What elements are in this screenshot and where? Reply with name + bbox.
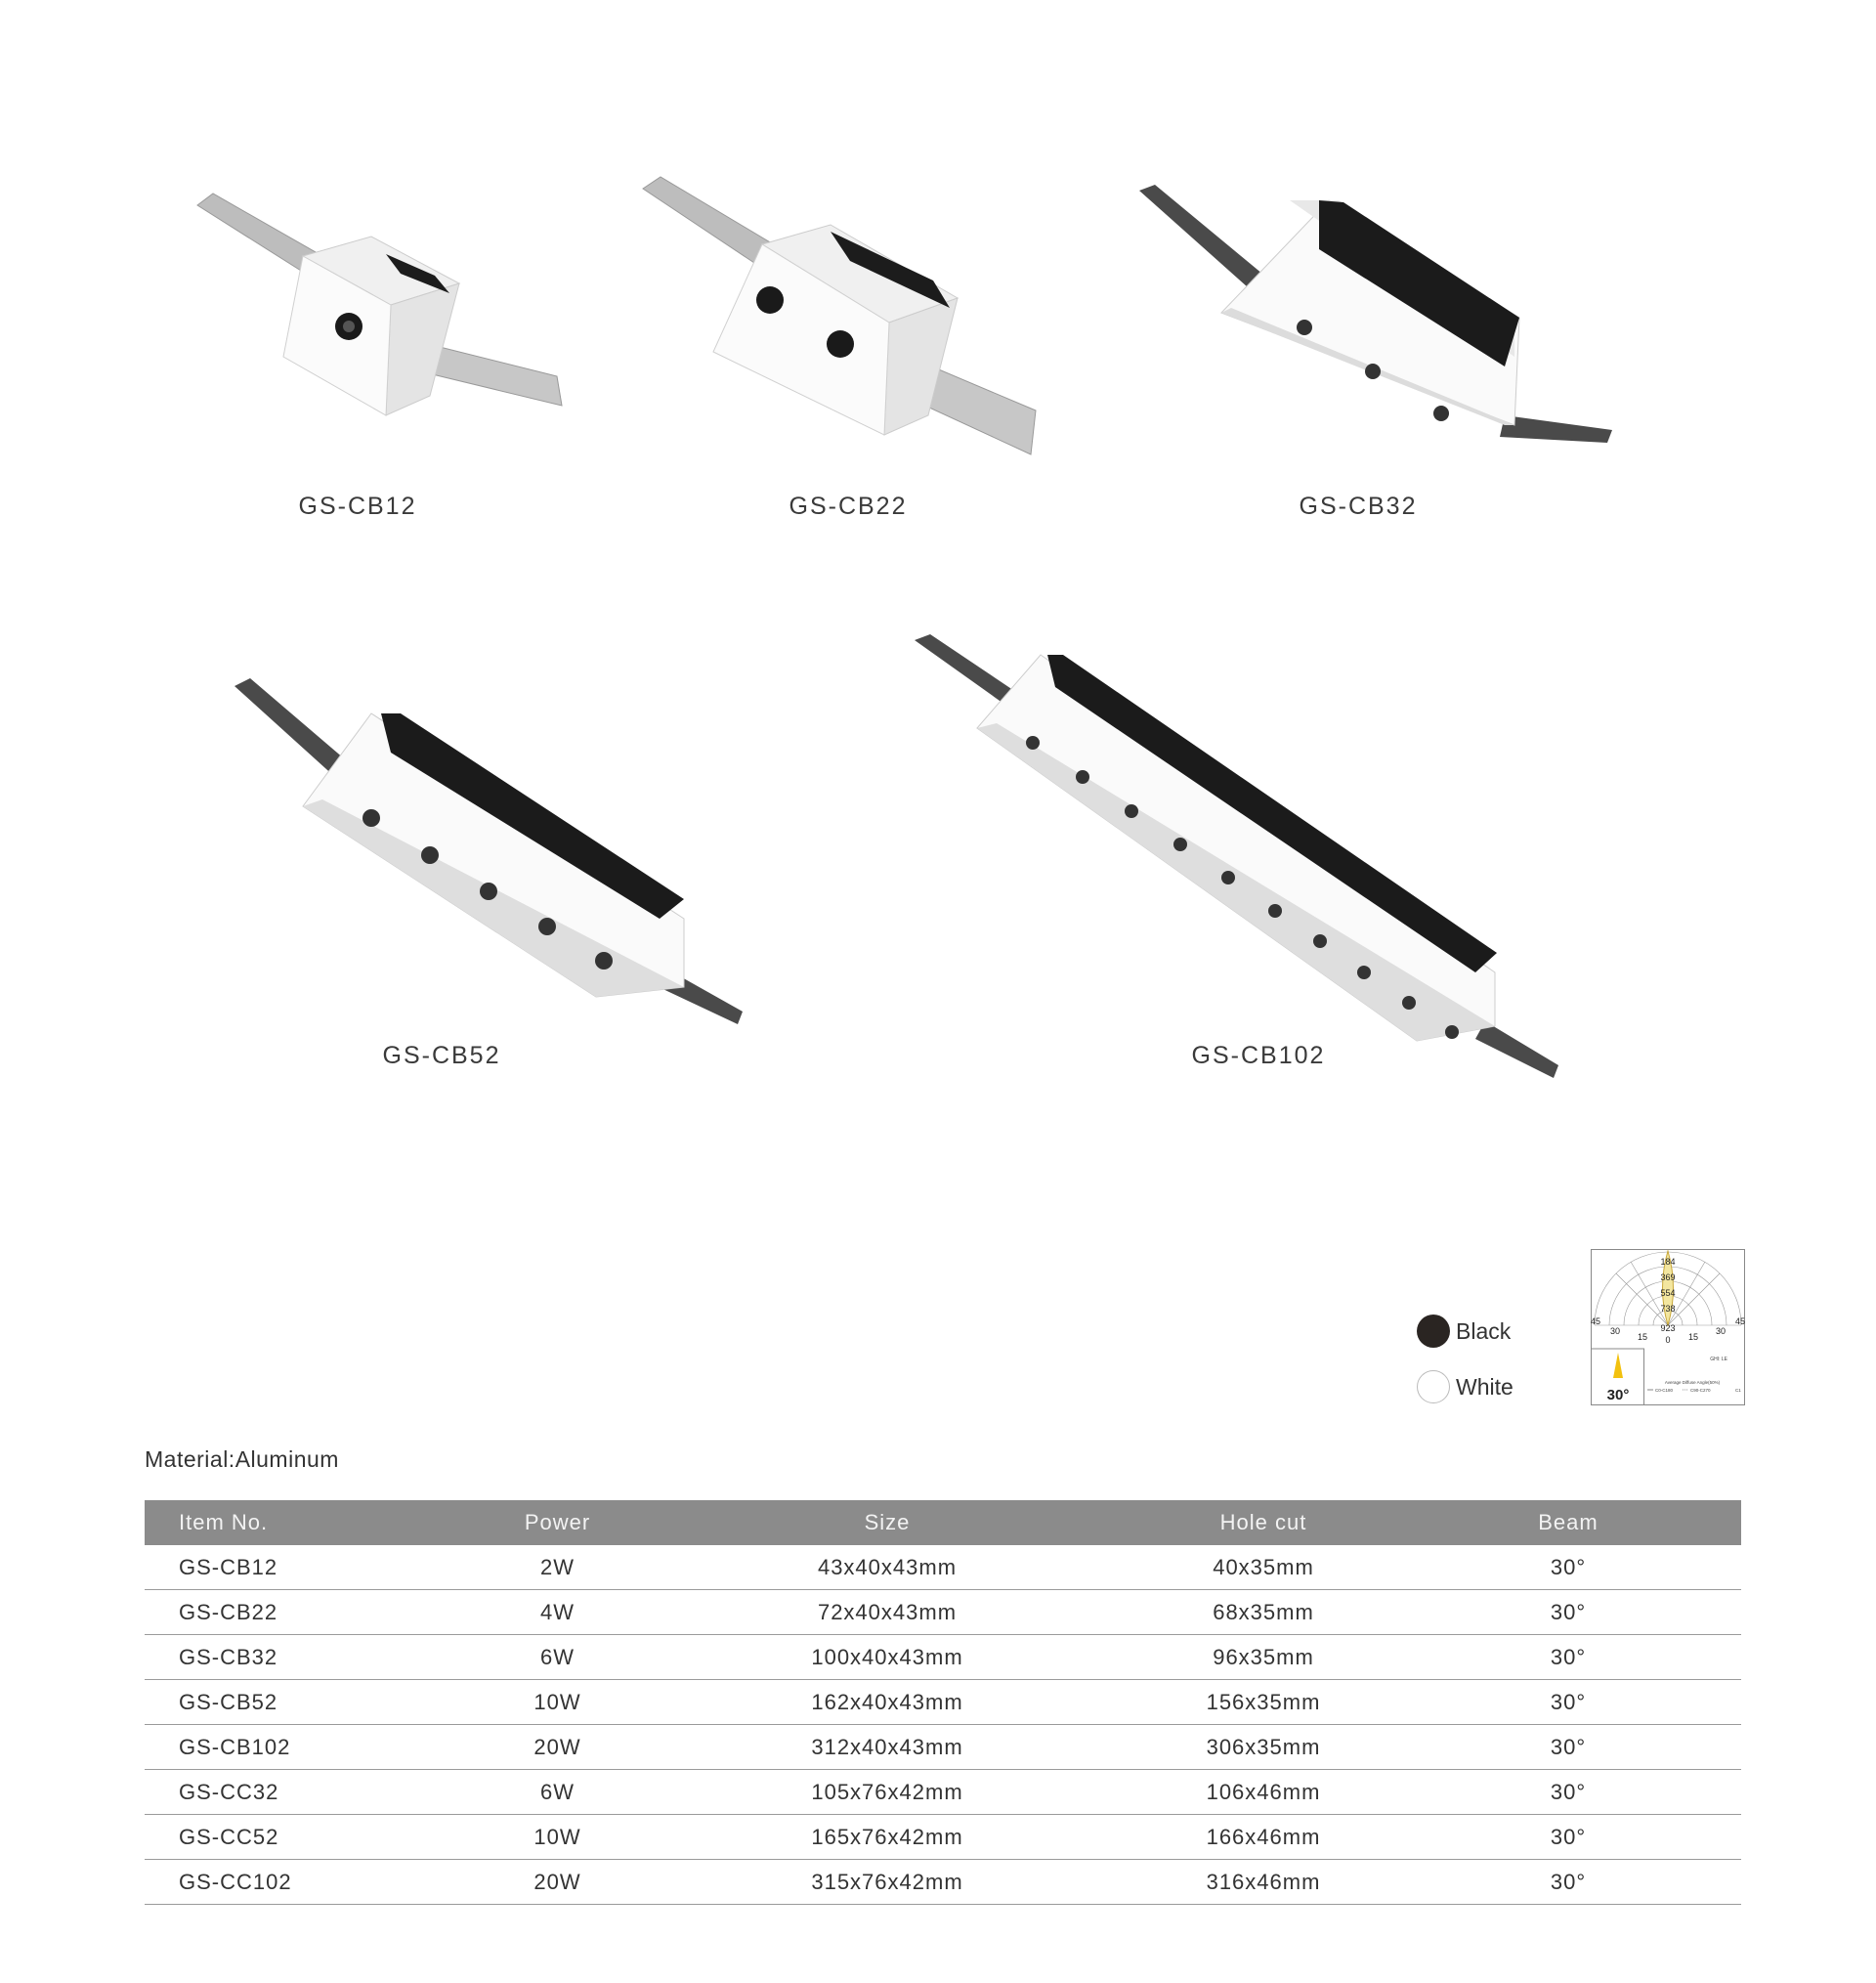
table-cell: GS-CC32 bbox=[145, 1770, 472, 1815]
table-header-row bbox=[145, 1500, 1741, 1545]
color-option-black bbox=[1417, 1315, 1511, 1348]
table-cell: GS-CC102 bbox=[145, 1860, 472, 1905]
column-header: Hole cut bbox=[1219, 1510, 1307, 1534]
table-cell: 40x35mm bbox=[1131, 1545, 1395, 1590]
table-cell: 2W bbox=[472, 1545, 643, 1590]
product-caption: GS-CB52 bbox=[382, 1042, 501, 1069]
color-option-white bbox=[1417, 1370, 1514, 1403]
angle-label: 45 bbox=[1734, 1316, 1745, 1326]
table-row bbox=[145, 1545, 1741, 1590]
table-cell: GS-CB22 bbox=[145, 1590, 472, 1635]
product-image-gs-cb22 bbox=[635, 171, 1045, 464]
table-cell: 6W bbox=[472, 1635, 643, 1680]
ring-label: 923 bbox=[1660, 1323, 1676, 1333]
table-cell: 165x76x42mm bbox=[643, 1815, 1131, 1860]
table-cell: 20W bbox=[472, 1860, 643, 1905]
product-caption: GS-CB22 bbox=[789, 493, 908, 520]
table-cell: 6W bbox=[472, 1770, 643, 1815]
table-cell: 315x76x42mm bbox=[643, 1860, 1131, 1905]
table-row bbox=[145, 1680, 1741, 1725]
product-image-gs-cb102 bbox=[909, 630, 1573, 1080]
table-cell: 30° bbox=[1395, 1590, 1741, 1635]
table-cell: GS-CB32 bbox=[145, 1635, 472, 1680]
diagram-note: GHI: LE bbox=[1710, 1357, 1727, 1362]
ring-label: 738 bbox=[1660, 1304, 1676, 1314]
ring-label: 184 bbox=[1660, 1257, 1676, 1267]
table-row bbox=[145, 1635, 1741, 1680]
table-row bbox=[145, 1815, 1741, 1860]
table-row bbox=[145, 1590, 1741, 1635]
product-caption: GS-CB32 bbox=[1299, 493, 1418, 520]
table-row bbox=[145, 1860, 1741, 1905]
product-image-gs-cb32 bbox=[1133, 181, 1622, 454]
ring-label: 369 bbox=[1660, 1272, 1676, 1282]
table-cell: 20W bbox=[472, 1725, 643, 1770]
material-label: Material:Aluminum bbox=[145, 1446, 339, 1472]
table-cell: 10W bbox=[472, 1815, 643, 1860]
table-cell: GS-CC52 bbox=[145, 1815, 472, 1860]
table-cell: 316x46mm bbox=[1131, 1860, 1395, 1905]
table-cell: 10W bbox=[472, 1680, 643, 1725]
table-cell: 4W bbox=[472, 1590, 643, 1635]
angle-label: 45 bbox=[1591, 1316, 1601, 1326]
table-cell: GS-CB102 bbox=[145, 1725, 472, 1770]
angle-label: 0 bbox=[1665, 1335, 1671, 1345]
table-cell: 30° bbox=[1395, 1860, 1741, 1905]
table-cell: 106x46mm bbox=[1131, 1770, 1395, 1815]
table-cell: 72x40x43mm bbox=[643, 1590, 1131, 1635]
angle-label: 30 bbox=[1609, 1326, 1621, 1336]
table-row bbox=[145, 1770, 1741, 1815]
spec-table bbox=[145, 1500, 1741, 1905]
table-cell: 30° bbox=[1395, 1545, 1741, 1590]
beam-angle-label: 30° bbox=[1606, 1387, 1630, 1403]
table-cell: 306x35mm bbox=[1131, 1725, 1395, 1770]
legend-title: Average Diffuse Angle(50%) bbox=[1664, 1380, 1721, 1385]
table-cell: 96x35mm bbox=[1131, 1635, 1395, 1680]
legend-item: C0-C180 bbox=[1655, 1388, 1674, 1393]
table-cell: 30° bbox=[1395, 1725, 1741, 1770]
column-header: Power bbox=[524, 1510, 591, 1534]
column-header: Beam bbox=[1538, 1510, 1599, 1534]
column-header: Size bbox=[864, 1510, 911, 1534]
table-row bbox=[145, 1725, 1741, 1770]
table-cell: 30° bbox=[1395, 1815, 1741, 1860]
table-cell: 43x40x43mm bbox=[643, 1545, 1131, 1590]
product-caption: GS-CB12 bbox=[298, 493, 417, 520]
table-cell: 100x40x43mm bbox=[643, 1635, 1131, 1680]
table-cell: 166x46mm bbox=[1131, 1815, 1395, 1860]
table-cell: 30° bbox=[1395, 1635, 1741, 1680]
legend-item: C1 bbox=[1735, 1388, 1741, 1393]
white-swatch bbox=[1417, 1370, 1450, 1403]
legend-item: C90-C270 bbox=[1690, 1388, 1711, 1393]
color-label: Black bbox=[1456, 1317, 1512, 1344]
black-swatch bbox=[1417, 1315, 1450, 1348]
product-caption: GS-CB102 bbox=[1191, 1042, 1326, 1069]
color-label: White bbox=[1456, 1373, 1514, 1400]
table-cell: 30° bbox=[1395, 1680, 1741, 1725]
angle-label: 15 bbox=[1637, 1332, 1648, 1342]
table-cell: 156x35mm bbox=[1131, 1680, 1395, 1725]
table-cell: 312x40x43mm bbox=[643, 1725, 1131, 1770]
table-cell: 68x35mm bbox=[1131, 1590, 1395, 1635]
product-image-gs-cb12 bbox=[186, 186, 576, 440]
angle-label: 15 bbox=[1687, 1332, 1699, 1342]
column-header: Item No. bbox=[179, 1510, 269, 1534]
beam-angle-diagram bbox=[1591, 1249, 1745, 1410]
product-image-gs-cb52 bbox=[225, 674, 752, 1036]
table-cell: GS-CB52 bbox=[145, 1680, 472, 1725]
table-cell: 105x76x42mm bbox=[643, 1770, 1131, 1815]
table-cell: 30° bbox=[1395, 1770, 1741, 1815]
table-cell: 162x40x43mm bbox=[643, 1680, 1131, 1725]
angle-label: 30 bbox=[1715, 1326, 1727, 1336]
table-cell: GS-CB12 bbox=[145, 1545, 472, 1590]
ring-label: 554 bbox=[1660, 1288, 1676, 1298]
